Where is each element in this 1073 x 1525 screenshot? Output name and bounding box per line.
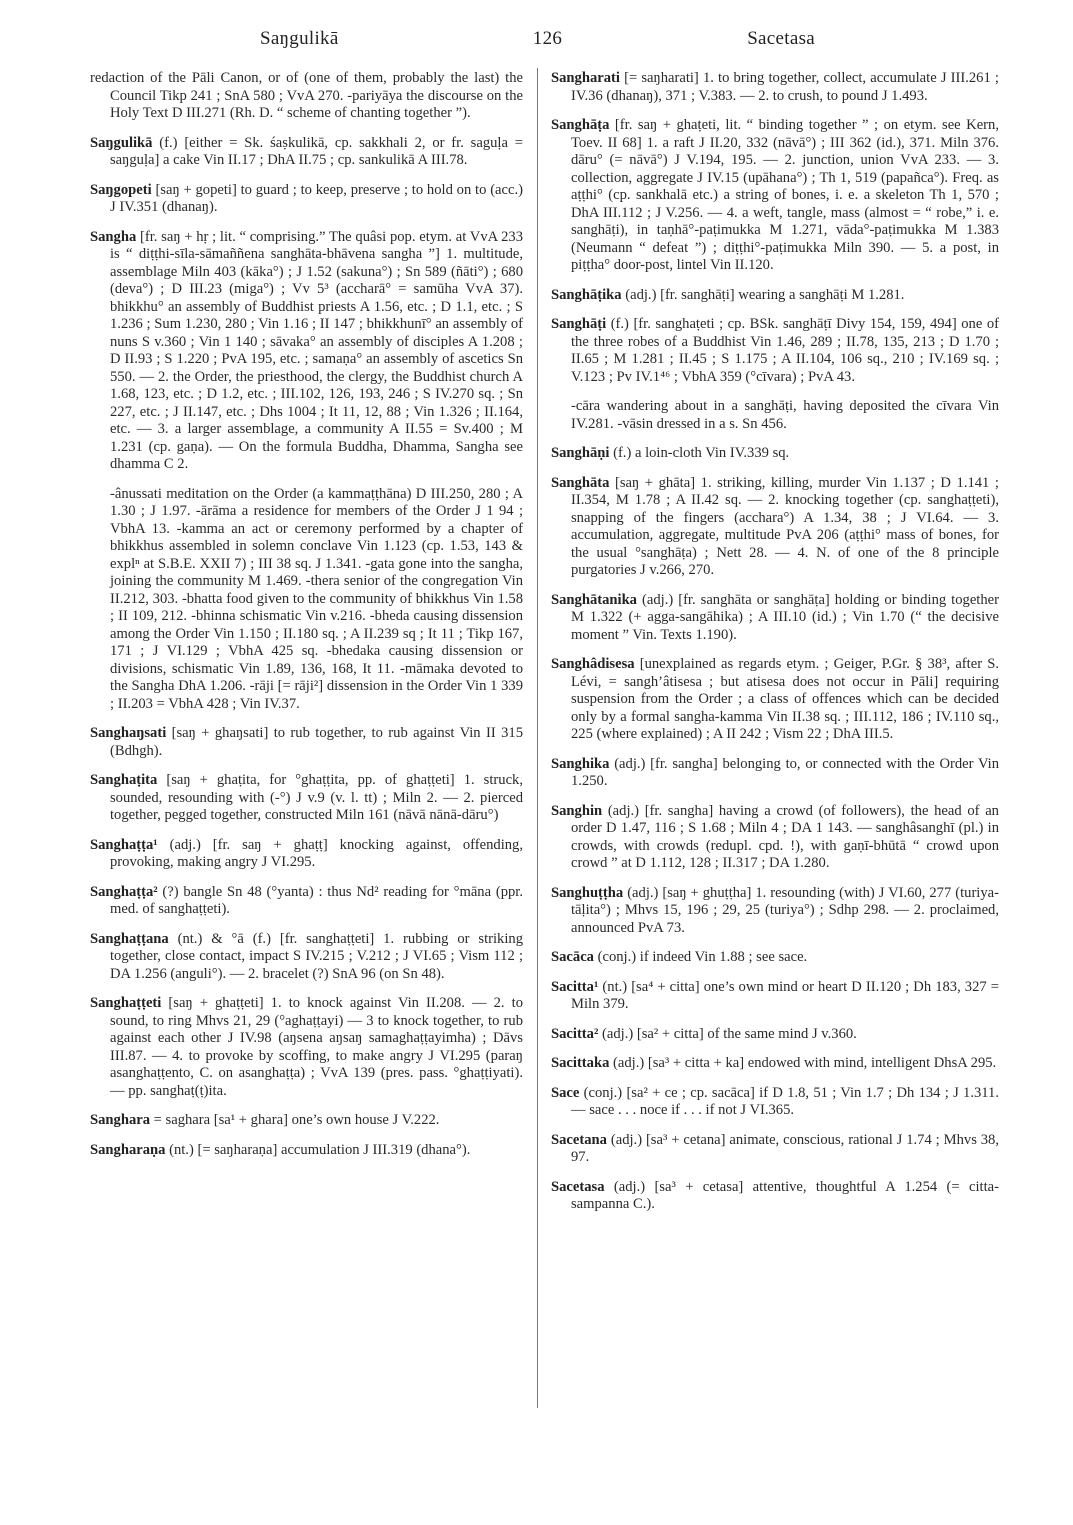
entry-text: (?) bangle Sn 48 (°yanta) : thus Nd² reading for °māna (ppr. med. of sanghaṭṭeti). <box>110 883 523 917</box>
entry-headword: Sacetana <box>551 1131 607 1148</box>
entry-text: redaction of the Pāli Canon, or of (one of them, probably the last) the Council Tikp 241 ; SnA 580 ; VvA 270. -pariyāya the discourse on the Holy Text D III.271 (Rh. D. “ scheme of chanting together ”). <box>90 70 523 121</box>
entry-headword: Sacittaka <box>551 1055 610 1071</box>
entry-headword: Sacetasa <box>551 1178 605 1195</box>
entry-headword: Sanghara <box>90 1112 151 1128</box>
dictionary-entry <box>551 656 999 744</box>
entry-text: (f.) [either = Sk. śaṣkulikā, cp. sakkhali 2, or fr. saguḷa = saŋguḷa] a cake Vin II.17 ; DhA II.75 ; cp. sankulikā A III.78. <box>110 134 523 168</box>
entry-headword: Sanghika <box>551 755 610 772</box>
entry-headword: Sanghaṭṭa² <box>90 883 158 900</box>
dictionary-entry <box>90 995 523 1100</box>
entry-text: [saŋ + ghaṭṭeti] 1. to knock against Vin II.208. — 2. to sound, to ring Mhvs 21, 29 (°aghaṭṭayi) — 3 to knock together, to rub against each other J IV.98 (aŋsena aŋsaŋ samaghaṭṭayimha) ; Dāvs III.87. — 4. to provoke by scoffing, to make angry J VI.295 (paraŋ asanghaṭṭento, C. on asanghaṭṭa) ; VvA 139 (pres. pass. °ghaṭṭiyati). — pp. sanghaṭ(ṭ)ita. <box>110 995 523 1099</box>
entry-text: (adj.) [fr. sanghāṭi] wearing a sanghāṭi M 1.281. <box>625 286 905 303</box>
entry-text: (adj.) [sa³ + cetasa] attentive, thoughtful A 1.254 (= citta-sampanna C.). <box>571 1178 999 1212</box>
entry-headword: Sanghāṇi <box>551 445 610 461</box>
dictionary-entry <box>551 117 999 275</box>
entry-headword: Sacitta¹ <box>551 978 599 995</box>
entry-headword: Sanghāṭika <box>551 286 622 303</box>
page-header <box>90 28 1005 58</box>
page-number: 126 <box>532 28 563 49</box>
dictionary-entry <box>551 1179 999 1214</box>
entry-headword: Sangharaṇa <box>90 1141 166 1158</box>
entry-headword: Sanghin <box>551 802 603 819</box>
entry-text: (adj.) [fr. sangha] having a crowd (of followers), the head of an order D 1.47, 116 ; S 1.68 ; Miln 4 ; DA 1 143. — sanghâsanghī (pl.) in crowds, with crowds (redupl. cpd. !), with gaṇī-bhūtā “ crowd upon crowd ” at D 1.112, 128 ; II.317 ; DA 1.280. <box>571 802 999 871</box>
dictionary-entry <box>551 1085 999 1120</box>
entry-headword: Sanghaṭita <box>90 772 158 788</box>
entry-headword: Saŋgopeti <box>90 181 152 198</box>
entry-headword: Sanghaŋsati <box>90 725 167 741</box>
dictionary-entry <box>551 70 999 105</box>
dictionary-entry <box>551 1132 999 1167</box>
entry-text: = saghara [sa¹ + ghara] one’s own house J V.222. <box>153 1112 440 1128</box>
dictionary-entry <box>551 398 999 433</box>
entry-text: (f.) a loin-cloth Vin IV.339 sq. <box>613 445 790 461</box>
entry-text: [unexplained as regards etym. ; Geiger, P.Gr. § 38³, after S. Lévi, = sangh’âtisesa ; but atisesa does not occur in Pāli] requiring suspension from the Order ; a class of offences which can be decided only by a formal sangha-kamma Vin II.38 sq. ; III.112, 186 ; IV.110 sq., 225 (where explained) ; A II 242 ; Vism 22 ; DhA III.5. <box>571 656 999 742</box>
dictionary-entry <box>90 229 523 474</box>
dictionary-entry <box>551 1055 999 1073</box>
entry-headword: Sanghāṭi <box>551 316 607 332</box>
entry-text: (nt.) [sa⁴ + citta] one’s own mind or heart D II.120 ; Dh 183, 327 = Miln 379. <box>571 978 999 1012</box>
entry-text: [= saŋharati] 1. to bring together, collect, accumulate J III.261 ; IV.36 (dhanaŋ), 371 ; V.383. — 2. to crush, to pound J 1.493. <box>571 70 999 104</box>
right-column <box>551 70 999 1226</box>
dictionary-entry <box>551 949 999 967</box>
entry-headword: Sanghaṭṭana <box>90 930 169 947</box>
dictionary-entry <box>551 803 999 873</box>
dictionary-entry <box>551 475 999 580</box>
entry-headword: Sanghaṭṭa¹ <box>90 836 158 853</box>
entry-text: (nt.) [= saŋharaṇa] accumulation J III.319 (dhana°). <box>169 1141 471 1158</box>
entry-text: -ânussati meditation on the Order (a kammaṭṭhāna) D III.250, 280 ; A 1.30 ; J 1.97. -ārāma a residence for members of the Order J 1 94 ; VbhA 13. -kamma an act or ceremony performed by a chapter of bhikkhus assembled in solemn conclave Vin 1.123 (cp. 1.53, 143 & explⁿ at S.B.E. XXII 7) ; III 38 sq. J 1.341. -gata gone into the sangha, joining the community M 1.469. -thera senior of the congregation Vin II.212, 303. -bhatta food given to the community of bhikkhus Vin 1.58 ; II 109, 212. -bhinna schismatic Vin v.216. -bheda causing dissension among the Order Vin 1.150 ; II.180 sq. ; A II.239 sq ; It 11 ; Tikp 167, 171 ; J VI.129 ; VbhA 425 sq. -bhedaka causing dissension or divisions, schismatic Vin 1.89, 136, 168, It 11. -māmaka devoted to the Sangha DhA 1.206. -rāji [= rāji²] dissension in the Order Vin 1 339 ; II.203 = VbhA 428 ; Vin IV.37. <box>110 485 523 712</box>
dictionary-entry <box>90 1112 523 1130</box>
entry-text: (adj.) [sa² + citta] of the same mind J v.360. <box>602 1025 857 1042</box>
entry-headword: Sacāca <box>551 949 594 965</box>
dictionary-entry <box>551 445 999 463</box>
entry-text: (adj.) [fr. saŋ + ghaṭṭ] knocking against, offending, provoking, making angry J VI.295. <box>110 836 523 870</box>
dictionary-entry <box>90 772 523 825</box>
entry-headword: Sacitta² <box>551 1025 599 1042</box>
dictionary-entry <box>551 979 999 1014</box>
entry-text: (conj.) if indeed Vin 1.88 ; see sace. <box>597 949 808 965</box>
dictionary-entry <box>90 1142 523 1160</box>
entry-headword: Sanghâdisesa <box>551 656 635 672</box>
dictionary-entry <box>551 316 999 386</box>
dictionary-entry <box>90 70 523 123</box>
entry-headword: Sangha <box>90 228 137 245</box>
entry-text: [saŋ + ghaŋsati] to rub together, to rub against Vin II 315 (Bdhgh). <box>110 725 523 759</box>
entry-headword: Sanghuṭṭha <box>551 884 624 901</box>
entry-text: [saŋ + gopeti] to guard ; to keep, preserve ; to hold on to (acc.) J IV.351 (dhanaŋ). <box>110 181 523 215</box>
header-right-guideword: Sacetasa <box>747 28 815 49</box>
entry-text: (adj.) [fr. sangha] belonging to, or connected with the Order Vin 1.250. <box>571 755 999 789</box>
entry-headword: Sace <box>551 1084 580 1101</box>
dictionary-entry <box>90 182 523 217</box>
entry-text: (conj.) [sa² + ce ; cp. sacāca] if D 1.8, 51 ; Vin 1.7 ; Dh 134 ; J 1.311. — sace . . . noce if . . . if not J VI.365. <box>571 1084 999 1118</box>
dictionary-entry <box>551 1026 999 1044</box>
dictionary-entry <box>90 135 523 170</box>
dictionary-entry <box>90 486 523 714</box>
entry-text: (nt.) & °ā (f.) [fr. sanghaṭṭeti] 1. rubbing or striking together, close contact, impact S IV.215 ; V.212 ; J VI.65 ; Vism 112 ; DA 1.256 (anguli°). — 2. bracelet (?) SnA 96 (on Sn 48). <box>110 930 524 982</box>
entry-text: (adj.) [sa³ + cetana] animate, conscious, rational J 1.74 ; Mhvs 38, 97. <box>571 1131 1000 1165</box>
entry-text: (f.) [fr. sanghaṭeti ; cp. BSk. sanghāṭī Divy 154, 159, 494] one of the three robes of a Buddhist Vin 1.46, 289 ; II.78, 135, 213 ; D 1.70 ; II.65 ; M 1.281 ; II.45 ; S 1.175 ; A II.104, 106 sq., 210 ; IV.169 sq. ; V.123 ; Pv IV.1⁴⁶ ; VbhA 359 (°cīvara) ; PvA 43. <box>571 316 999 385</box>
column-divider <box>537 68 538 1408</box>
entry-headword: Sanghāta <box>551 474 610 491</box>
dictionary-entry <box>90 884 523 919</box>
dictionary-entry <box>90 837 523 872</box>
dictionary-entry <box>551 287 999 305</box>
entry-text: [fr. saŋ + ghaṭeti, lit. “ binding together ” ; on etym. see Kern, Toev. II 68] 1. a raft J II.20, 332 (nāvā°) ; III 362 (id.), 371. Miln 376. dāru° (= nāvā°) J V.194, 195. — 2. junction, union VvA 233. — 3. collection, aggregate J IV.15 (upāhana°) ; Th 1, 519 (papañca°). Freq. as aṭṭhi° (cp. sankhalā etc.) a string of bones, i. e. a skeleton Th 1, 570 ; DhA III.112 ; J V.256. — 4. a weft, tangle, mass (almost = “ robe,” i. e. sanghāṭi), in taṇhā°-paṭimukka M 1.271, vāda°-paṭimukka M 1.383 (Neumann “ defeat ”) ; diṭṭhi°-paṭimukka Miln 390. — 5. a post, in piṭṭha° door-post, lintel Vin II.120. <box>571 117 999 273</box>
entry-headword: Sangharati <box>551 70 620 86</box>
dictionary-entry <box>551 885 999 938</box>
entry-text: (adj.) [fr. sanghāta or sanghāṭa] holding or binding together M 1.322 (+ agga-sangāhika) ; A III.10 (id.) ; Vin 1.70 (“ the decisive moment ” Vin. Texts 1.190). <box>571 591 999 643</box>
entry-text: (adj.) [sa³ + citta + ka] endowed with mind, intelligent DhsA 295. <box>613 1055 997 1071</box>
dictionary-entry <box>90 725 523 760</box>
entry-headword: Sanghaṭṭeti <box>90 995 162 1011</box>
entry-headword: Saŋgulikā <box>90 134 153 151</box>
header-left-guideword: Saŋgulikā <box>260 28 339 49</box>
left-column <box>90 70 523 1171</box>
entry-text: [saŋ + ghaṭita, for °ghaṭṭita, pp. of ghaṭṭeti] 1. struck, sounded, resounding with (-°) J v.9 (v. l. tt) ; Miln 2. — 2. pierced together, pegged together, constructed Miln 161 (nāvā nānā-dāru°) <box>110 772 523 823</box>
entry-headword: Sanghāṭa <box>551 117 610 133</box>
dictionary-entry <box>90 931 523 984</box>
entry-text: [saŋ + ghāta] 1. striking, killing, murder Vin 1.137 ; D 1.141 ; II.354, M 1.78 ; A II.42 sq. — 2. knocking together (cp. sanghaṭṭeti), snapping of the fingers (acchara°) A 1.34, 38 ; J VI.64. — 3. accumulation, aggregate, multitude PvA 206 (aṭṭhi° mass of bones, for the usual °sanghāṭa) ; Nett 28. — 4. N. of one of the 8 principle purgatories J v.266, 270. <box>571 474 999 578</box>
entry-headword: Sanghātanika <box>551 591 637 608</box>
dictionary-entry <box>551 592 999 645</box>
entry-text: -cāra wandering about in a sanghāṭi, having deposited the cīvara Vin IV.281. -vāsin dressed in a s. Sn 456. <box>571 398 999 432</box>
entry-text: (adj.) [saŋ + ghuṭṭha] 1. resounding (with) J VI.60, 277 (turiya-tāḷita°) ; Mhvs 15, 196 ; 29, 25 (turiya°) ; Sdhp 298. — 2. proclaimed, announced PvA 73. <box>571 884 999 936</box>
entry-text: [fr. saŋ + hṛ ; lit. “ comprising.” The quâsi pop. etym. at VvA 233 is “ diṭṭhi-sīla-sāmaññena sanghāta-bhāvena sangha ”] 1. multitude, assemblage Miln 403 (kāka°) ; J 1.52 (sakuna°) ; Sn 589 (ñāti°) ; 680 (deva°) ; D III.23 (miga°) ; Vv 5³ (accharā° = samūha VvA 37). bhikkhu° an assembly of Buddhist priests A 1.56, etc. ; D 1.1, etc. ; S 1.236 ; Sum 1.230, 280 ; Vin 1.16 ; II 147 ; bhikkhunī° an assembly of nuns S v.360 ; Vin 1 140 ; sāvaka° an assembly of disciples A 1.208 ; D II.93 ; S 1.220 ; PvA 195, etc. ; samaṇa° an assembly of ascetics Sn 550. — 2. the Order, the priesthood, the clergy, the Buddhist church A 1.68, 123, etc. ; D 1.2, etc. ; III.102, 126, 193, 246 ; S IV.270 sq. ; Sn 227, etc. ; J II.147, etc. ; Dhs 1004 ; It 11, 12, 88 ; Vin 1.326 ; II.164, etc. — 3. a larger assemblage, a community A II.55 = Sv.400 ; M 1.231 (cp. gaṇa). — On the formula Buddha, Dhamma, Sangha see dhamma C 2. <box>110 228 523 472</box>
dictionary-entry <box>551 756 999 791</box>
